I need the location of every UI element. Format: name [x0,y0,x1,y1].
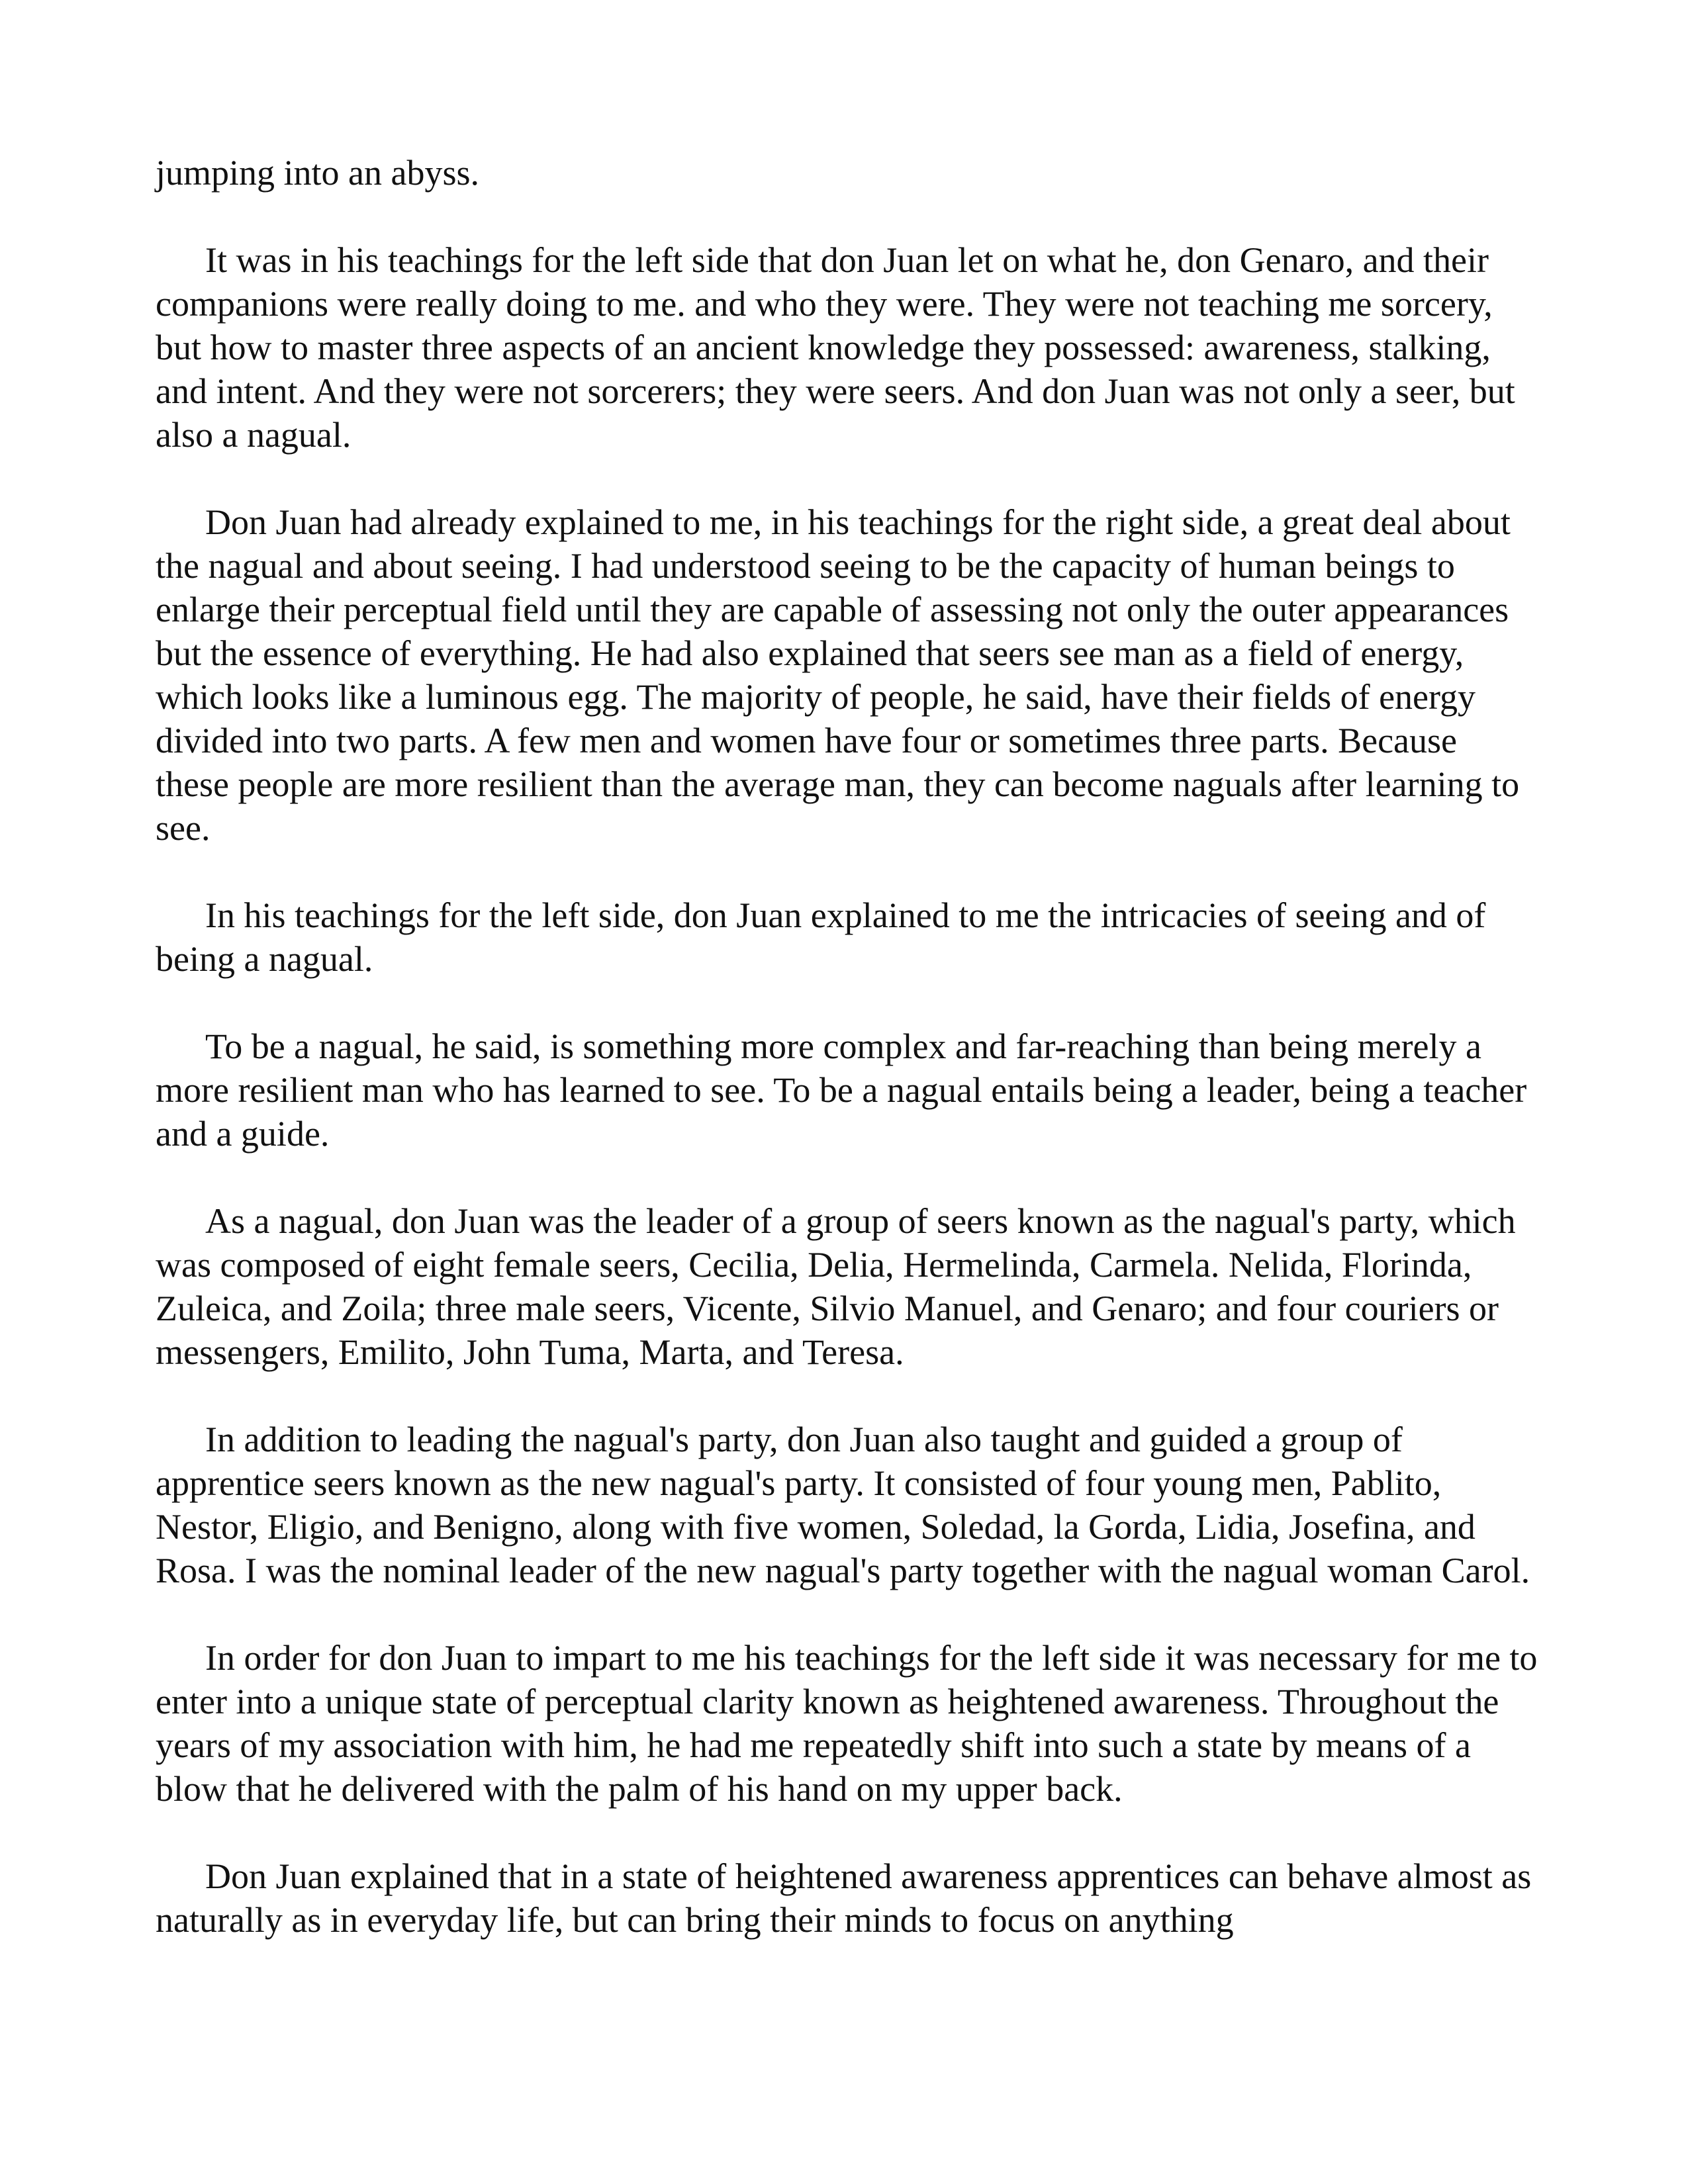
paragraph-being-nagual: To be a nagual, he said, is something more complex and far-reaching than being merely a more resilient man who has learned to see. To be a nagual entails being a leader, being a teacher and a guide. [156,1026,1527,1154]
paragraph-new-naguals-party: In addition to leading the nagual's party, don Juan also taught and guided a group of apprentice seers known as the new nagual's party. It consisted of four young men, Pablito, Nestor, Eligio, and Benigno, along with five women, Soledad, la Gorda, Lidia, Josefina, and Rosa. I was the nominal leader of the new nagual's party together with the nagual woman Carol. [156,1420,1530,1590]
paragraph-naguals-party: As a nagual, don Juan was the leader of a group of seers known as the nagual's party, which was composed of eight female seers, Cecilia, Delia, Hermelinda, Carmela. Nelida, Florinda, Zuleica, and Zoila; three male seers, Vicente, Silvio Manuel, and Genaro; and four couriers or messengers, Emilito, John Tuma, Marta, and Teresa. [156,1201,1516,1372]
text-column [156,151,1539,1985]
paragraph-heightened-awareness: In order for don Juan to impart to me his teachings for the left side it was necessary for me to enter into a unique state of perceptual clarity known as heightened awareness. Throughout the years of my association with him, he had me repeatedly shift into such a state by means of a blow that he delivered with the palm of his hand on my upper back. [156,1638,1538,1809]
paragraph-intricacies: In his teachings for the left side, don Juan explained to me the intricacies of seeing and of being a nagual. [156,895,1486,979]
paragraph-seeing: Don Juan had already explained to me, in his teachings for the right side, a great deal about the nagual and about seeing. I had understood seeing to be the capacity of human beings to enlarge their perceptual field until they are capable of assessing not only the outer appearances but the essence of everything. He had also explained that seers see man as a field of energy, which looks like a luminous egg. The majority of people, he said, have their fields of energy divided into two parts. A few men and women have four or sometimes three parts. Because these people are more resilient than the average man, they can become naguals after learning to see. [156,502,1520,848]
paragraph-continuation: jumping into an abyss. [156,153,479,193]
paragraph-apprentices: Don Juan explained that in a state of heightened awareness apprentices can behave almost as naturally as in everyday life, but can bring their minds to focus on anything [156,1856,1532,1940]
paragraph-left-side-teachings: It was in his teachings for the left side that don Juan let on what he, don Genaro, and their companions were really doing to me. and who they were. They were not teaching me sorcery, but how to master three aspects of an ancient knowledge they possessed: awareness, stalking, and intent. And they were not sorcerers; they were seers. And don Juan was not only a seer, but also a nagual. [156,240,1515,455]
